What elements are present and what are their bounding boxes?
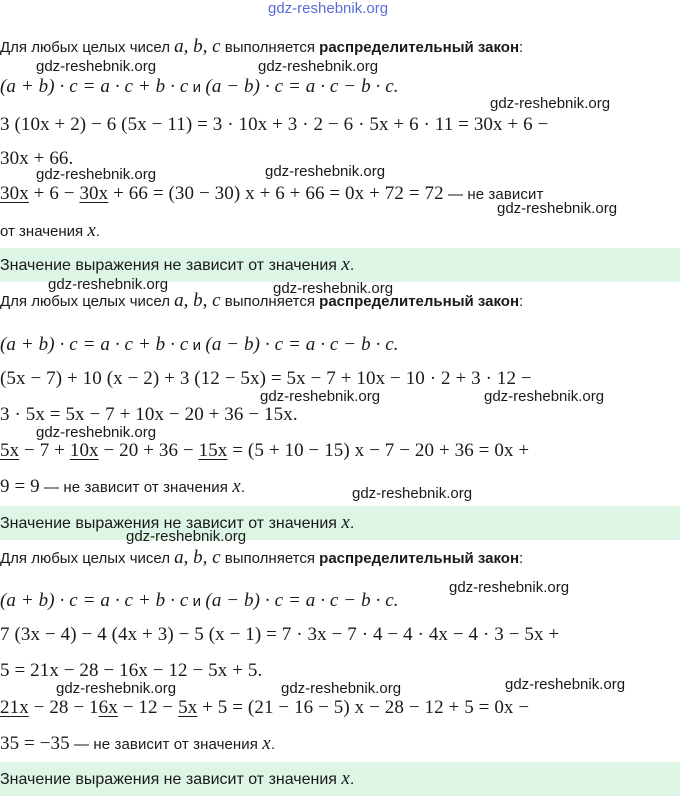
intro-text-2: [0, 290, 523, 312]
not-depend-text: — не зависит от значения: [69, 736, 263, 753]
not-depend-text: — не зависит от значения: [39, 479, 233, 496]
intro-suffix: :: [519, 39, 524, 56]
intro-text-1: [0, 36, 523, 58]
watermark: gdz-reshebnik.org: [126, 528, 247, 545]
law-line-1: [0, 76, 399, 98]
solution-1-line-1: 3 (10x + 2) − 6 (5x − 11) = 3 · 10x + 3 · 2 − 6 · 5x + 6 · 11 = 30x + 6 −: [0, 114, 549, 135]
intro-mid: выполняется: [220, 550, 320, 567]
law-right: (a − b) · c = a · c − b · c.: [205, 334, 399, 355]
var-x: x: [341, 512, 350, 533]
law-left: (a + b) · c = a · c + b · c: [0, 334, 189, 355]
expr-part: + 66 = (30 − 30) x + 6 + 66 = 0x + 72 = 72: [108, 183, 444, 204]
var-x: x: [341, 768, 350, 789]
intro-suffix: :: [519, 293, 524, 310]
period: .: [349, 515, 355, 532]
watermark: gdz-reshebnik.org: [260, 388, 381, 405]
var-x: x: [341, 254, 350, 275]
underlined-term: 30x: [79, 183, 109, 204]
intro-suffix: :: [519, 550, 524, 567]
underlined-term: 21x: [0, 697, 29, 718]
watermark: gdz-reshebnik.org: [490, 95, 611, 112]
watermark: gdz-reshebnik.org: [281, 680, 402, 697]
intro-vars: a, b, c: [174, 36, 221, 57]
period: .: [349, 257, 355, 274]
solution-2-line-1: (5x − 7) + 10 (x − 2) + 3 (12 − 5x) = 5x − 7 + 10x − 10 · 2 + 3 · 12 −: [0, 368, 532, 389]
period: .: [240, 479, 246, 496]
not-depend-text: — не зависит: [443, 186, 544, 203]
watermark: gdz-reshebnik.org: [36, 166, 157, 183]
law-left: (a + b) · c = a · c + b · c: [0, 590, 189, 611]
underlined-term: 10x: [69, 440, 99, 461]
intro-bold: распределительный закон: [319, 39, 520, 56]
expr-part: − 7 +: [19, 440, 70, 461]
intro-vars: a, b, c: [174, 547, 221, 568]
law-line-2: [0, 334, 399, 356]
law-right: (a − b) · c = a · c − b · c.: [205, 76, 399, 97]
period: .: [270, 736, 276, 753]
law-left: (a + b) · c = a · c + b · c: [0, 76, 189, 97]
law-right: (a − b) · c = a · c − b · c.: [205, 590, 399, 611]
intro-prefix: Для любых целых чисел: [0, 293, 175, 310]
law-line-3: [0, 590, 399, 612]
intro-mid: выполняется: [220, 39, 320, 56]
var-x: x: [232, 476, 241, 497]
watermark: gdz-reshebnik.org: [484, 388, 605, 405]
var-x: x: [262, 733, 271, 754]
underlined-term: 5x: [178, 697, 198, 718]
site-header-link[interactable]: gdz-reshebnik.org: [268, 0, 389, 17]
solution-2-line-3: [0, 440, 529, 462]
intro-vars: a, b, c: [174, 290, 221, 311]
watermark: gdz-reshebnik.org: [273, 280, 394, 297]
expr-part: = (5 + 10 − 15) x − 7 − 20 + 36 = 0x +: [227, 440, 530, 461]
expr-part: − 12 −: [117, 697, 179, 718]
solution-3-line-3: [0, 697, 529, 719]
intro-prefix: Для любых целых чисел: [0, 39, 175, 56]
solution-3-line-4: [0, 733, 275, 755]
answer-text: Значение выражения не зависит от значения: [0, 771, 342, 788]
underlined-term: 5x: [0, 440, 20, 461]
law-and: и: [188, 337, 206, 354]
watermark: gdz-reshebnik.org: [36, 58, 157, 75]
expr-part: − 28 − 1: [28, 697, 99, 718]
law-and: и: [188, 593, 206, 610]
solution-2-line-2: 3 · 5x = 5x − 7 + 10x − 20 + 36 − 15x.: [0, 404, 298, 425]
watermark: gdz-reshebnik.org: [449, 579, 570, 596]
watermark: gdz-reshebnik.org: [258, 58, 379, 75]
intro-text-3: [0, 547, 523, 569]
solution-3-line-2: 5 = 21x − 28 − 16x − 12 − 5x + 5.: [0, 660, 263, 681]
watermark: gdz-reshebnik.org: [56, 680, 177, 697]
underlined-term: 30x: [0, 183, 29, 204]
answer-box-3: [0, 762, 680, 796]
solution-3-line-1: 7 (3x − 4) − 4 (4x + 3) − 5 (x − 1) = 7 · 3x − 7 · 4 − 4 · 4x − 4 · 3 − 5x +: [0, 624, 560, 645]
watermark: gdz-reshebnik.org: [48, 276, 169, 293]
solution-2-line-4: [0, 476, 245, 498]
expr-part: 35 = −35: [0, 733, 70, 754]
underlined-term: 15x: [198, 440, 228, 461]
watermark: gdz-reshebnik.org: [352, 485, 473, 502]
watermark: gdz-reshebnik.org: [36, 424, 157, 441]
underlined-term: 6x: [98, 697, 118, 718]
watermark: gdz-reshebnik.org: [265, 163, 386, 180]
period: .: [349, 771, 355, 788]
watermark: gdz-reshebnik.org: [505, 676, 626, 693]
answer-text: Значение выражения не зависит от значения: [0, 257, 342, 274]
intro-bold: распределительный закон: [319, 293, 520, 310]
intro-prefix: Для любых целых чисел: [0, 550, 175, 567]
expr-part: 9 = 9: [0, 476, 40, 497]
solution-1-line-2: 30x + 66.: [0, 148, 74, 169]
from-value-text: от значения: [0, 223, 88, 240]
intro-bold: распределительный закон: [319, 550, 520, 567]
solution-1-line-4: [0, 220, 100, 242]
var-x: x: [87, 220, 96, 241]
law-and: и: [188, 79, 206, 96]
expr-part: − 20 + 36 −: [98, 440, 199, 461]
period: .: [95, 223, 100, 240]
watermark: gdz-reshebnik.org: [497, 200, 618, 217]
solution-1-line-3: [0, 183, 543, 205]
answer-box-2: [0, 506, 680, 540]
expr-part: + 5 = (21 − 16 − 5) x − 28 − 12 + 5 = 0x −: [197, 697, 530, 718]
expr-part: + 6 −: [28, 183, 80, 204]
answer-text: Значение выражения не зависит от значения: [0, 515, 342, 532]
intro-mid: выполняется: [220, 293, 320, 310]
